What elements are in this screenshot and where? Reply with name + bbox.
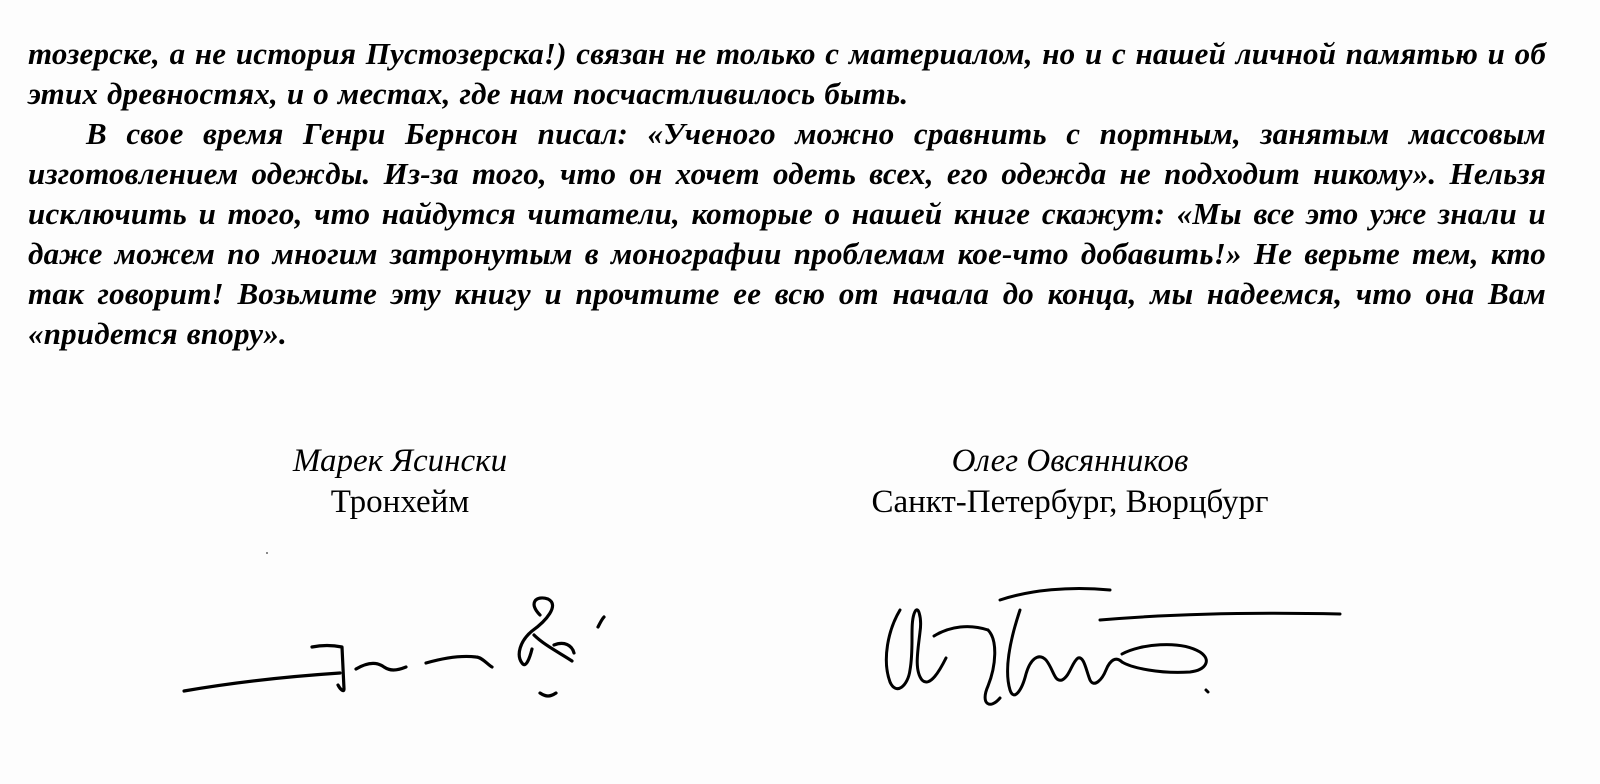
- paragraph-bergson-quote: В свое время Генри Бернсон писал: «Ученого можно сравнить с портным, занятым массовым изготовлением одежды. Из-за того, что он хочет одеть всех, его одежда не подходит никому». Нельзя исключить и того, что найдутся читатели, которые о нашей книге скажут: «Мы все это уже знали и даже можем по многим затронутым в монографии проблемам кое-что добавить!» Не верьте тем, кто так говорит! Возьмите эту книгу и прочтите ее всю от начала до конца, мы надеемся, что она Вам «придется впору».: [28, 116, 1546, 351]
- ink-speck: [266, 552, 268, 554]
- preface-text: [28, 34, 1546, 354]
- author-place-right: Санкт-Петербург, Вюрцбург: [871, 484, 1269, 520]
- handwritten-signature-right: [870, 570, 1360, 720]
- author-block-left: [190, 440, 610, 522]
- author-place-left: Тронхейм: [330, 484, 470, 520]
- author-block-right: [770, 440, 1370, 522]
- author-name-right: Олег Овсянников: [951, 443, 1189, 479]
- author-name-left: Марек Ясински: [292, 443, 508, 479]
- handwritten-signature-left: [170, 585, 610, 715]
- paragraph-continuation: тозерске, а не история Пустозерска!) связан не только с материалом, но и с нашей личной памятью и об этих древностях, и о местах, где нам посчастливилось быть.: [28, 36, 1546, 111]
